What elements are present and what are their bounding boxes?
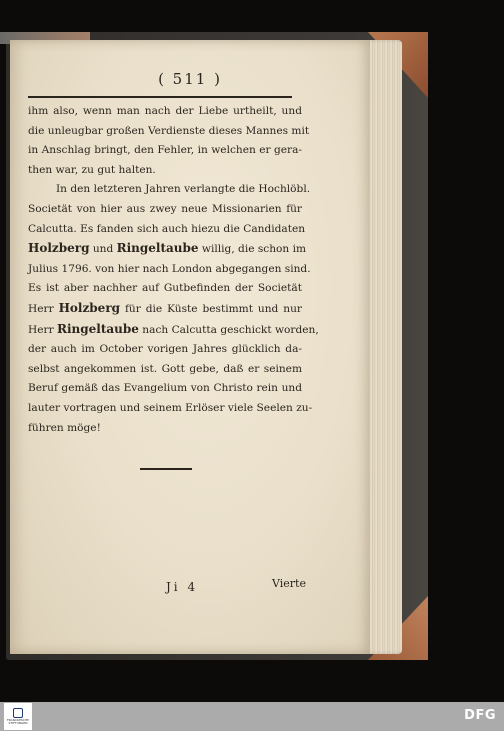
- text-line: [28, 279, 302, 299]
- text-run: ihm also, wenn man nach der Liebe urtheilt, und: [28, 105, 302, 117]
- text-run: und: [89, 243, 117, 256]
- text-line: [28, 360, 302, 380]
- text-run: führen möge!: [28, 421, 101, 434]
- body-text: [28, 102, 319, 438]
- text-run: lauter vortragen und seinem Erlöser viele Seelen zu-: [28, 401, 313, 414]
- text-line: [28, 161, 302, 181]
- text-line: [28, 122, 310, 142]
- text-run: Julius 1796. von hier nach London abgegangen sind.: [28, 262, 311, 275]
- name-emphasis: Holzberg: [58, 300, 121, 315]
- text-run: Calcutta. Es fanden sich auch hiezu die Candidaten: [28, 222, 306, 235]
- text-run: In den letzteren Jahren verlangte die Hochlöbl.: [56, 183, 311, 196]
- text-line: [28, 419, 302, 439]
- text-line: [28, 180, 311, 200]
- header-rule: [28, 96, 292, 98]
- text-line: [28, 200, 302, 220]
- text-run: Societät von hier aus zwey neue Missionarien für: [28, 202, 302, 215]
- text-line: [28, 220, 306, 240]
- text-line: [28, 239, 307, 260]
- section-end-rule: [140, 468, 192, 470]
- text-run: in Anschlag bringt, den Fehler, in welchen er gera-: [28, 144, 302, 157]
- library-logo[interactable]: [4, 703, 32, 730]
- logo-text-2: STIFTUNGEN: [8, 721, 28, 725]
- viewer-footer-bar: [0, 702, 504, 731]
- name-emphasis: Holzberg: [28, 241, 90, 256]
- text-run: then war, zu gut halten.: [28, 163, 156, 176]
- logo-text-1: FRANCKESCHE: [6, 717, 30, 722]
- text-line: [28, 379, 302, 399]
- dfg-logo[interactable]: DFG: [464, 708, 496, 723]
- text-run: willig, die schon im: [198, 243, 307, 256]
- text-run: Es ist aber nachher auf Gutbefinden der Societät: [28, 282, 302, 295]
- text-line: [28, 299, 302, 320]
- signature-mark: Ji 4: [166, 580, 199, 594]
- text-line: [28, 320, 319, 341]
- text-run: nach Calcutta geschickt worden,: [138, 323, 319, 336]
- text-line: [28, 141, 302, 161]
- text-run: Herr: [28, 323, 58, 336]
- text-run: selbst angekommen ist. Gott gebe, daß er seinem: [28, 362, 302, 375]
- page-header: ( 511 ): [158, 70, 222, 88]
- text-run: der auch im October vorigen Jahres glücklich da-: [28, 343, 302, 356]
- text-run: die unleugbar großen Verdienste dieses Mannes mit: [28, 124, 310, 137]
- text-line: [28, 102, 302, 122]
- text-line: [28, 399, 313, 419]
- book-page: [10, 40, 370, 654]
- library-logo-icon: [13, 708, 23, 718]
- name-emphasis: Ringeltaube: [57, 321, 139, 336]
- text-line: [28, 340, 302, 360]
- text-run: Beruf gemäß das Evangelium von Christo rein und: [28, 382, 302, 395]
- text-run: Herr: [28, 302, 59, 315]
- text-line: [28, 260, 311, 280]
- catchword: Vierte: [272, 577, 306, 590]
- text-run: für die Küste bestimmt und nur: [120, 302, 302, 315]
- name-emphasis: Ringeltaube: [116, 241, 199, 256]
